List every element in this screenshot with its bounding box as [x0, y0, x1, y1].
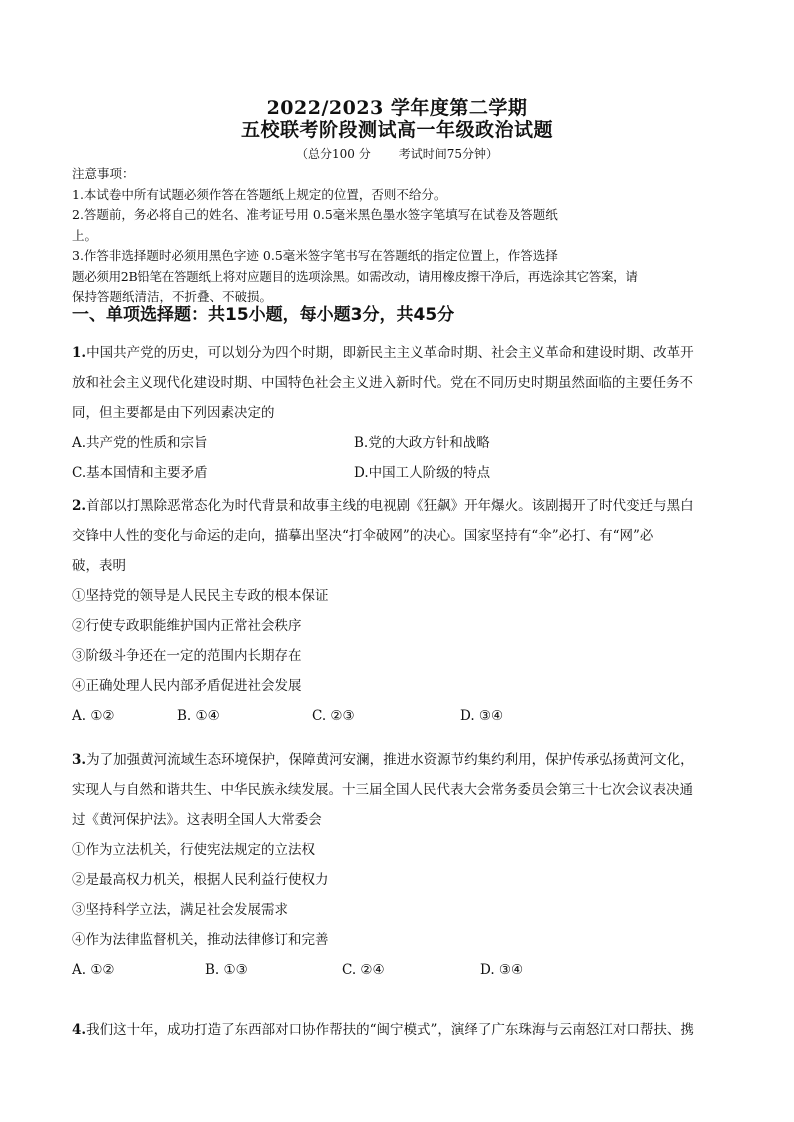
option-c: C. ②④	[342, 962, 385, 978]
exam-title-line1: 2022/2023 学年度第二学期	[266, 97, 528, 119]
statement: ③阶级斗争还在一定的范围内长期存在	[72, 648, 302, 664]
notes-line: 3.作答非选择题时必须用黑色字迹 0.5毫米签字笔书写在答题纸的指定位置上，作答选择	[72, 248, 558, 263]
question-text: 同，但主要都是由下列因素决定的	[72, 405, 275, 421]
exam-time: 考试时间75分钟）	[398, 147, 498, 161]
question-text: 过《黄河保护法》。这表明全国人大常委会	[72, 812, 322, 828]
option-c: C. ②③	[312, 708, 355, 724]
options-row	[72, 706, 724, 726]
exam-subtitle	[0, 146, 794, 162]
option-b: B.党的大政方针和战略	[354, 435, 490, 451]
option-a: A. ①②	[72, 708, 115, 724]
notes-line: 题必须用2B铅笔在答题纸上将对应题目的选项涂黑。如需改动，请用橡皮擦干净后，再选涂其它答案，请	[72, 268, 638, 284]
notes-line: 1.本试卷中所有试题必须作答在答题纸上规定的位置，否则不给分。	[72, 186, 447, 202]
notes-line: 保持答题纸清洁，不折叠、不破损。	[72, 289, 273, 304]
notes-block	[72, 164, 724, 308]
question-text: 交锋中人性的变化与命运的走向，描摹出坚决“打伞破网”的决心。国家坚持有“伞”必打、有“网”必	[72, 528, 654, 544]
option-b: B. ①④	[177, 708, 220, 724]
question-number: 3.	[72, 752, 87, 768]
question-text: 为了加强黄河流域生态环境保护，保障黄河安澜，推进水资源节约集约利用，保护传承弘扬黄河文化，	[86, 752, 694, 768]
options-row	[72, 463, 724, 483]
question-text: 放和社会主义现代化建设时期、中国特色社会主义进入新时代。党在不同历史时期虽然面临的主要任务不	[72, 375, 693, 391]
question-text: 我们这十年，成功打造了东西部对口协作帮扶的“闽宁模式”，演绎了广东珠海与云南怒江对口帮扶、携	[86, 1022, 694, 1038]
question-number: 2.	[72, 498, 87, 514]
statement: ④作为法律监督机关，推动法律修订和完善	[72, 932, 329, 948]
option-d: D.中国工人阶级的特点	[354, 465, 491, 481]
statement: ②是最高权力机关，根据人民利益行使权力	[72, 872, 329, 888]
statement: ②行使专政职能维护国内正常社会秩序	[72, 618, 302, 634]
exam-title-line2: 五校联考阶段测试高一年级政治试题	[240, 119, 553, 141]
question-number: 1.	[72, 345, 87, 361]
options-row	[72, 433, 724, 453]
option-d: D. ③④	[460, 708, 504, 724]
statement: ①坚持党的领导是人民民主专政的根本保证	[72, 588, 329, 604]
option-c: C.基本国情和主要矛盾	[72, 465, 208, 481]
question-text: 破，表明	[72, 558, 126, 574]
question-number: 4.	[72, 1022, 87, 1038]
total-score: （总分100 分	[295, 147, 371, 161]
statement: ③坚持科学立法，满足社会发展需求	[72, 902, 288, 918]
option-d: D. ③④	[480, 962, 524, 978]
options-row	[72, 960, 724, 980]
notes-line: 2.答题前，务必将自己的姓名、准考证号用 0.5毫米黑色墨水签字笔填写在试卷及答题纸	[72, 207, 558, 222]
question-text: 首部以打黑除恶常态化为时代背景和故事主线的电视剧《狂飙》开年爆火。该剧揭开了时代变迁与黑白	[86, 498, 694, 514]
option-a: A. ①②	[72, 962, 115, 978]
option-a: A.共产党的性质和宗旨	[72, 435, 208, 451]
question-text: 中国共产党的历史，可以划分为四个时期，即新民主主义革命时期、社会主义革命和建设时期、改革开	[86, 345, 694, 361]
statement: ①作为立法机关，行使宪法规定的立法权	[72, 842, 315, 858]
question-text: 实现人与自然和谐共生、中华民族永续发展。十三届全国人民代表大会常务委员会第三十七次会议表决通	[72, 782, 693, 798]
section-title: 一、单项选择题：共15小题，每小题3分，共45分	[72, 305, 455, 325]
option-b: B. ①③	[205, 962, 248, 978]
statement: ④正确处理人民内部矛盾促进社会发展	[72, 678, 302, 694]
notes-heading: 注意事项：	[72, 166, 135, 181]
notes-line: 上。	[72, 227, 98, 243]
